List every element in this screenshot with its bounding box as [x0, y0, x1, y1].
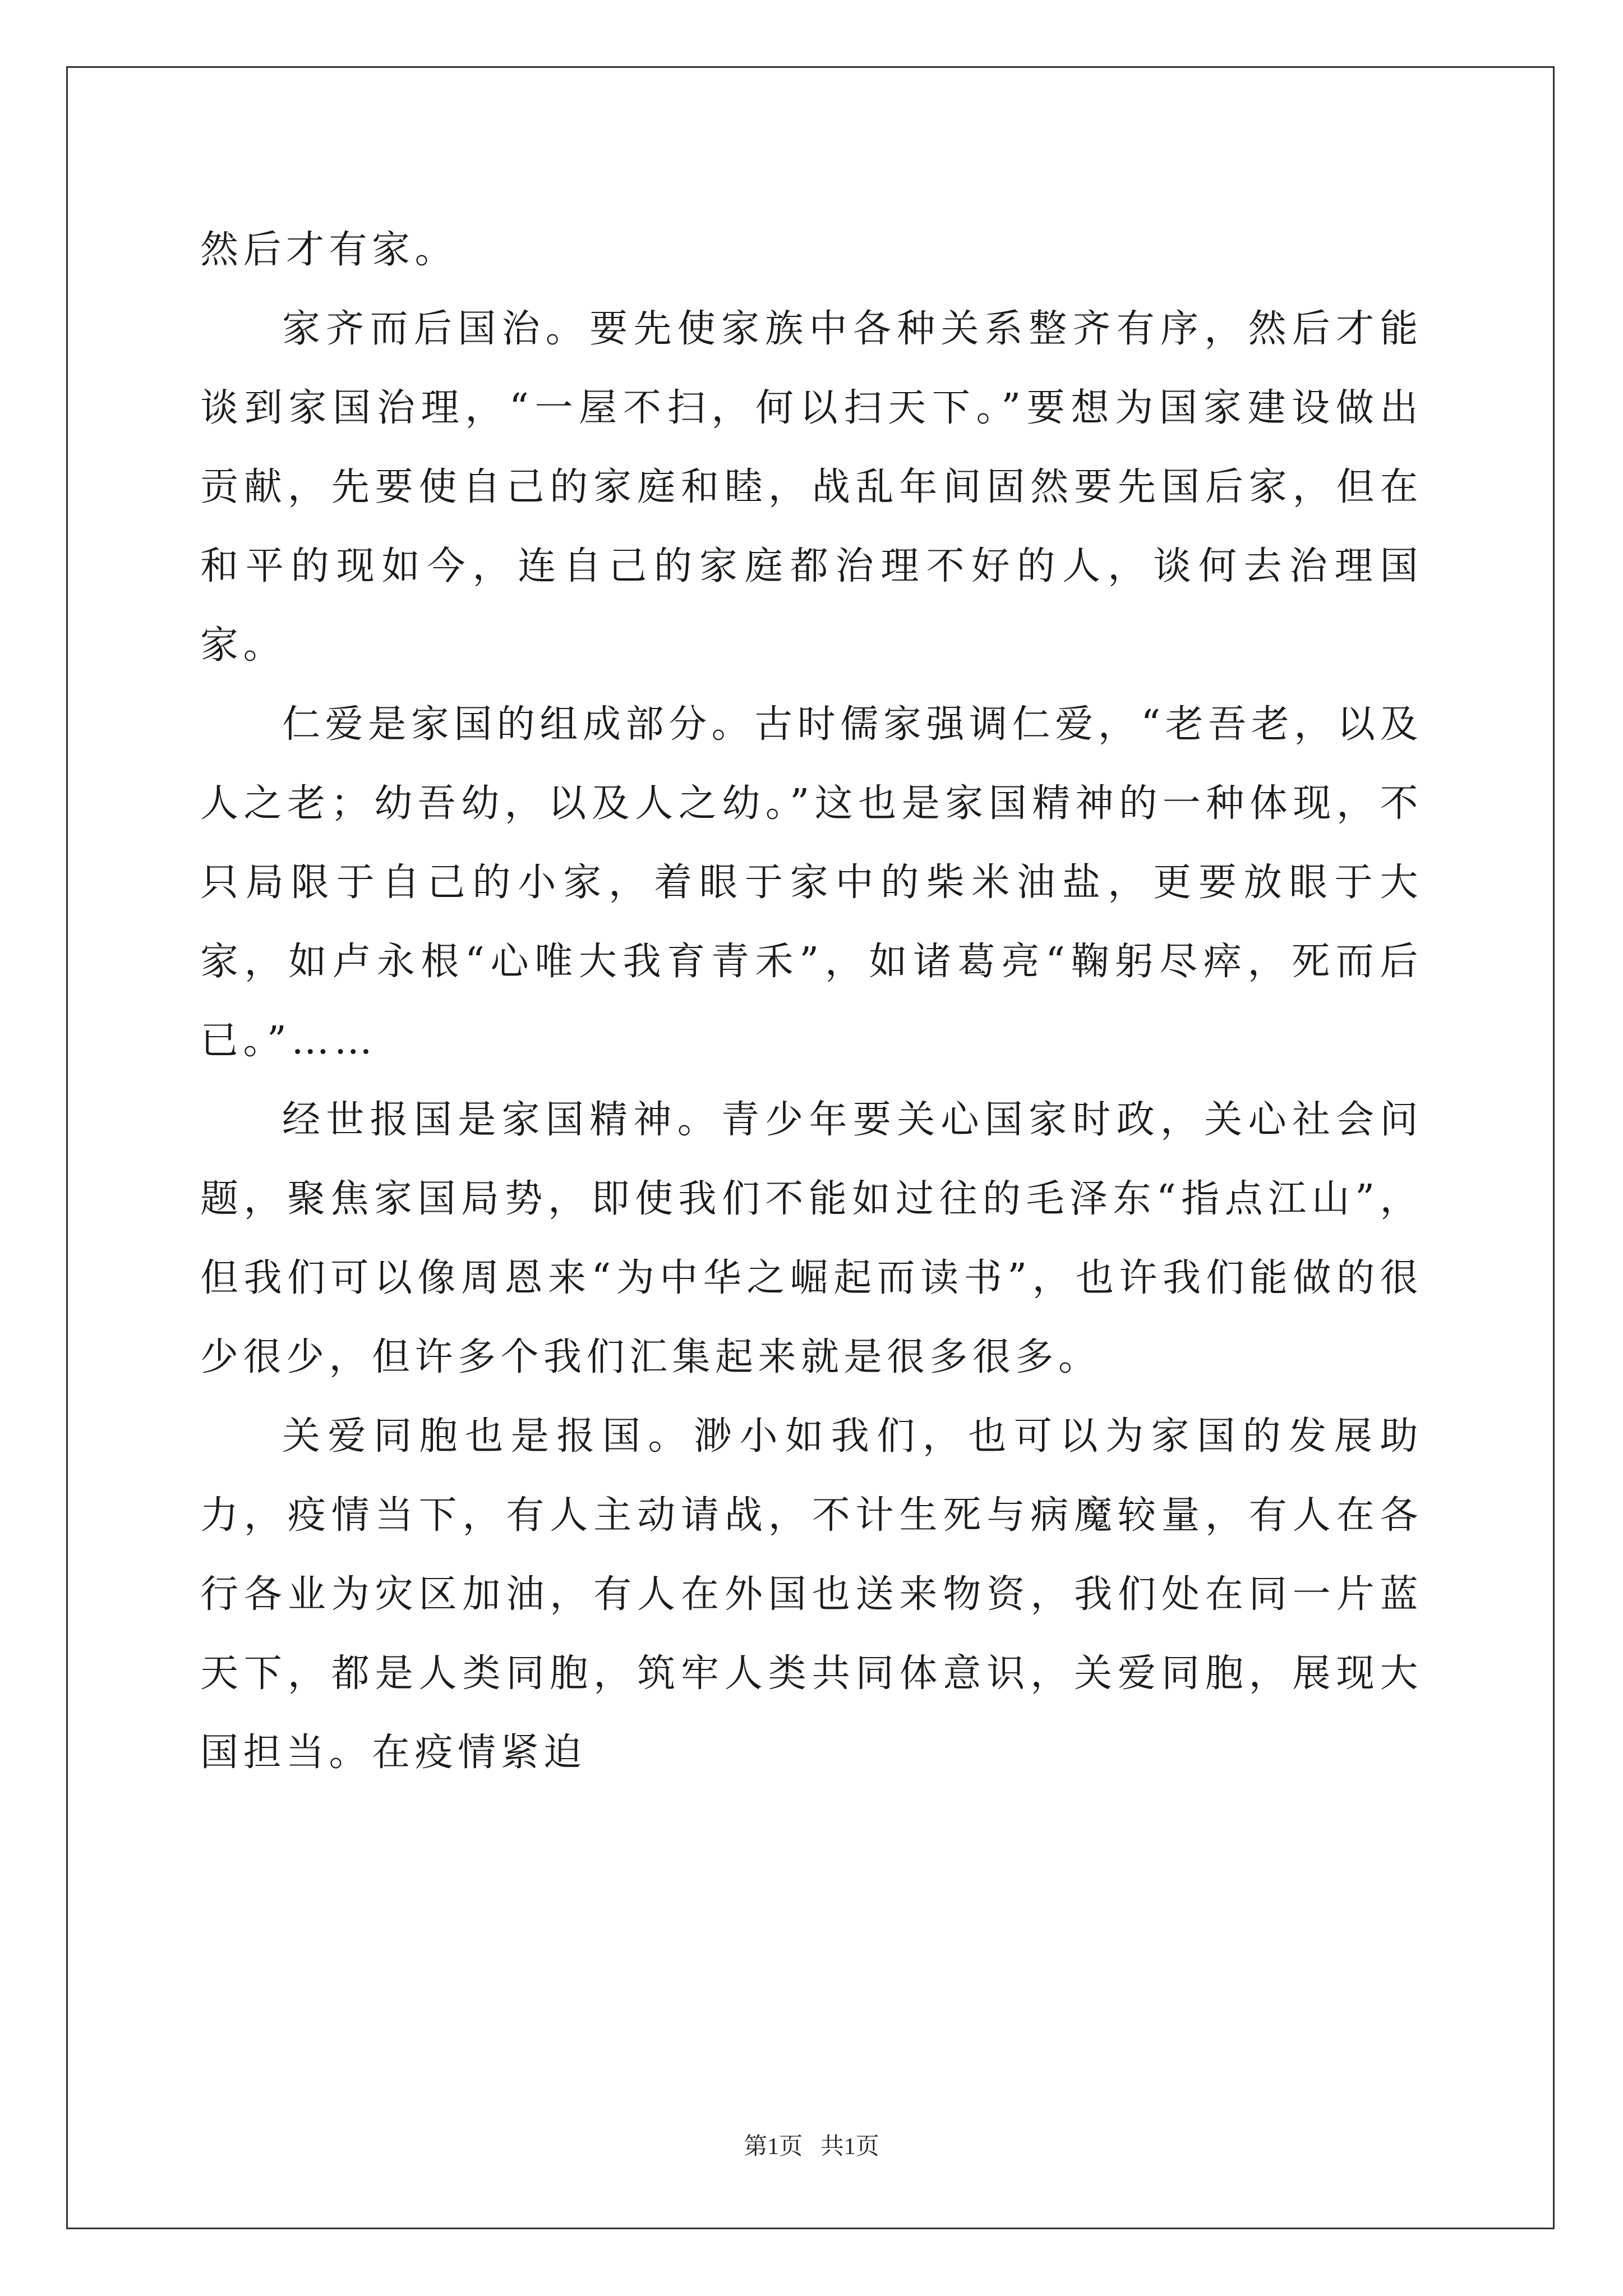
page-footer: 第1页 共1页: [744, 2134, 879, 2160]
paragraph: 经世报国是家国精神。青少年要关心国家时政，关心社会问题，聚焦家国局势，即使我们不能如过往的毛泽东“指点江山”，但我们可以像周恩来“为中华之崛起而读书”，也许我们能做的很少很少，但许多个我们汇集起来就是很多很多。: [200, 1098, 1423, 1379]
paragraph: 关爱同胞也是报国。渺小如我们，也可以为家国的发展助力，疫情当下，有人主动请战，不计生死与病魔较量，有人在各行各业为灾区加油，有人在外国也送来物资，我们处在同一片蓝天下，都是人类同胞，筑牢人类共同体意识，关爱同胞，展现大国担当。在疫情紧迫: [200, 1414, 1423, 1775]
paragraph: 家齐而后国治。要先使家族中各种关系整齐有序，然后才能谈到家国治理，“一屋不扫，何以扫天下。”要想为国家建设做出贡献，先要使自己的家庭和睦，战乱年间固然要先国后家，但在和平的现如今，连自己的家庭都治理不好的人，谈何去治理国家。: [200, 307, 1423, 668]
paragraph: 仁爱是家国的组成部分。古时儒家强调仁爱，“老吾老，以及人之老；幼吾幼，以及人之幼。”这也是家国精神的一种体现，不只局限于自己的小家，着眼于家中的柴米油盐，更要放眼于大家，如卢永根“心唯大我育青禾”，如诸葛亮“鞠躬尽瘁，死而后已。”……: [200, 702, 1423, 1063]
document-body: [200, 210, 1423, 1792]
paragraph: 然后才有家。: [200, 228, 458, 272]
